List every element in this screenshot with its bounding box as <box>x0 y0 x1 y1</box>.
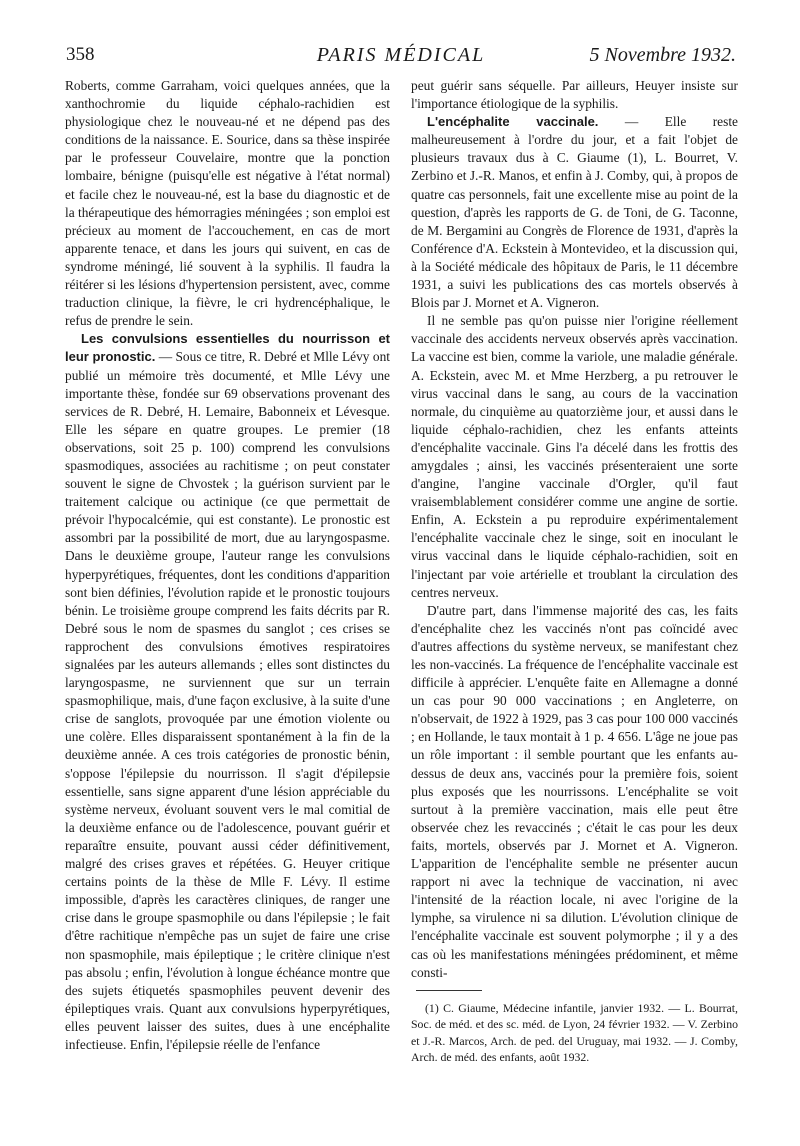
page-number: 358 <box>66 44 95 65</box>
footnote-text: (1) C. Giaume, Médecine infantile, janvier 1932. — L. Bourrat, Soc. de méd. et des sc. méd. de Lyon, 24 février 1932. — V. Zerbino et J.-R. Marcos, Arch. de ped. del Uruguay, mai 1932. — J. Comby, Arch. de méd. des enfants, août 1932. <box>411 1001 738 1065</box>
paragraph-body: — Sous ce titre, R. Debré et Mlle Lévy ont publié un mémoire très documenté, et Mlle Lévy une importante thèse, fondée sur 69 observations provenant des services de R. Debré, H. Lemaire, Babonneix et Lévesque. Elle les sépare en quatre groupes. Le premier (18 observations, soit 25 p. 100) comprend les convulsions spasmodiques, associées au rachitisme ; on peut constater souvent le signe de Chvostek ; la guérison survient par le traitement calcique ou actinique (ce que permettait de prévoir l'hypocalcémie, qui est constante). Le pronostic est assombri par la possibilité de mort, due au laryngospasme. Dans le deuxième groupe, l'auteur range les convulsions hyperpyrétiques, fréquentes, dont les conditions d'apparition sont bien définies, l'évolution rapide et le pronostic toujours bénin. Le troisième groupe comprend les faits décrits par R. Debré sous le nom de spasmes du sanglot ; ces crises se rapprochent des convulsions émotives respiratoires signalées par les auteurs allemands ; elles sont distinctes du laryngospasme, ne surviennent que sur un terrain spasmophilique, mais, d'une façon exclusive, à la suite d'une crise de sanglots, provoquée par une émotion violente ou une colère. Elles disparaissent spontanément à la fin de la deuxième année. A ces trois catégories de pronostic bénin, s'oppose l'épilepsie du nourrisson. Il s'agit d'épilepsie essentielle, sans signe apparent d'une lésion appréciable du système nerveux, évoluant souvent vers le mal comitial de la deuxième enfance ou de l'adolescence, pouvant guérir et reparaître ensuite, pouvant aussi céder définitivement, malgré des crises graves et répétées. G. Heuyer critique certains points de la thèse de Mlle F. Lévy. Il estime impossible, d'après les caractères cliniques, de ranger une crise dans le groupe spasmophile ou dans l'épilepsie ; le fait d'être rachitique n'empêche pas un sujet de faire une crise non spasmophile, mais épileptique ; le critère clinique n'est pas absolu ; enfin, l'évolution à longue échéance montre que des sujets étiquetés spasmophiles peuvent devenir des épileptiques vrais. Quant aux convulsions hyperpyrétiques, elles peuvent laisser des suites, dues à une encéphalite infectieuse. Enfin, l'épilepsie réelle de l'enfance <box>65 349 390 1052</box>
paragraph-body: — Elle reste malheureusement à l'ordre du jour, et a fait l'objet de plusieurs travaux dus à C. Giaume (1), L. Bourret, V. Zerbino et J.-R. Manos, et enfin à J. Comby, qui, à propos de quatre cas personnels, fait une excellente mise au point de la question, d'après les rapports de G. de Toni, de G. Taconne, de M. Bergamini au Congrès de Florence de 1931, d'après la Conférence d'A. Eckstein à Montevideo, et la discussion qui, à la Société médicale des hôpitaux de Paris, le 11 décembre 1931, a suivi les publications des cas mortels observés à Blois par J. Mornet et A. Vigneron. <box>411 114 739 311</box>
page-header <box>66 44 736 70</box>
run-in-heading: L'encéphalite vaccinale. <box>427 114 599 130</box>
paragraph-convulsions <box>65 330 390 1054</box>
footnote-divider <box>416 990 482 991</box>
paragraph: D'autre part, dans l'immense majorité des cas, les faits d'encéphalite chez les vaccinés n'ont pas coïncidé avec d'autres affections du système nerveux, se manifestant chez les non-vaccinés. La fréquence de l'encéphalite vaccinale est difficile à apprécier. L'enquête faite en Allemagne a donné un cas pour 90 000 vaccinations ; en Angleterre, on n'observait, de 1922 à 1929, pas 3 cas pour 100 000 vaccinés ; en Hollande, le taux montait à 1 p. 4 656. L'âge ne joue pas un rôle important : il semble pourtant que les enfants au-dessus de deux ans, vaccinés pour la première fois, soient plus exposés que les nourrissons. L'encéphalite se voit surtout à la première vaccination, mais elle peut être observée chez les revaccinés ; c'était le cas pour les deux faits, mortels, observés par J. Mornet et A. Vigneron. L'apparition de l'encéphalite semble ne présenter aucun rapport ni avec la technique de vaccination, ni avec l'intensité de la réaction locale, ni avec l'origine de la lymphe, sa virulence ni sa dilution. L'évolution clinique de l'encéphalite vaccinale est souvent polymorphe ; il y a des cas où les manifestations méningées prédominent, et même consti- <box>411 602 738 980</box>
issue-date: 5 Novembre 1932. <box>589 44 736 66</box>
paragraph: Il ne semble pas qu'on puisse nier l'origine réellement vaccinale des accidents nerveux observés après vaccination. La vaccine est bien, comme la variole, une maladie générale. A. Eckstein, avec M. et Mme Herzberg, a pu retrouver le virus vaccinal dans le sang, au cours de la vaccination normale, du cinquième au quatorzième jour, et aussi dans le liquide céphalo-rachidien, chez les enfants atteints d'encéphalite vaccinale. Gins l'a décelé dans les frottis des amygdales ; ainsi, les vaccinés présenteraient une sorte d'angine, l'angine vaccinale d'Orgler, qu'il faut vraisemblablement considérer comme une angine de sortie. Enfin, A. Eckstein a pu reproduire expérimentalement l'encéphalite vaccinale chez le singe, soit en inoculant le virus vaccinal dans le liquide céphalo-rachidien, soit en l'injectant par voie artérielle et troublant la circulation des centres nerveux. <box>411 313 738 600</box>
journal-title: PARIS MÉDICAL <box>316 44 486 66</box>
run-in-heading: Les convulsions essentielles du nourrisson et leur pronostic. <box>65 331 390 365</box>
right-column <box>411 77 738 982</box>
paragraph: peut guérir sans séquelle. Par ailleurs, Heuyer insiste sur l'importance étiologique de la syphilis. <box>411 78 738 112</box>
footnote <box>411 1000 738 1066</box>
paragraph-encephalite <box>411 113 738 312</box>
left-column <box>65 77 390 1054</box>
paragraph: Roberts, comme Garraham, voici quelques années, que la xanthochromie du liquide céphalo-rachidien est physiologique chez le nouveau-né et ne dépend pas des conditions de la naissance. E. Sourice, dans sa thèse inspirée par le professeur Couvelaire, montre que la ponction lombaire, bénigne (puisqu'elle est négative à l'état normal) et facile chez le nouveau-né, est la base du diagnostic et de la thérapeutique des hémorragies méningées ; son emploi est précieux au moment de l'accouchement, en cas de mort apparente tenace, et dans les jours qui suivent, en cas de syndrome méningé, lié souvent à la syphilis. Il faudra la réitérer si les lésions d'hypertension persistent, avec, comme traduction clinique, la fièvre, le cri hydrencéphalique, le refus de prendre le sein. <box>65 78 390 329</box>
